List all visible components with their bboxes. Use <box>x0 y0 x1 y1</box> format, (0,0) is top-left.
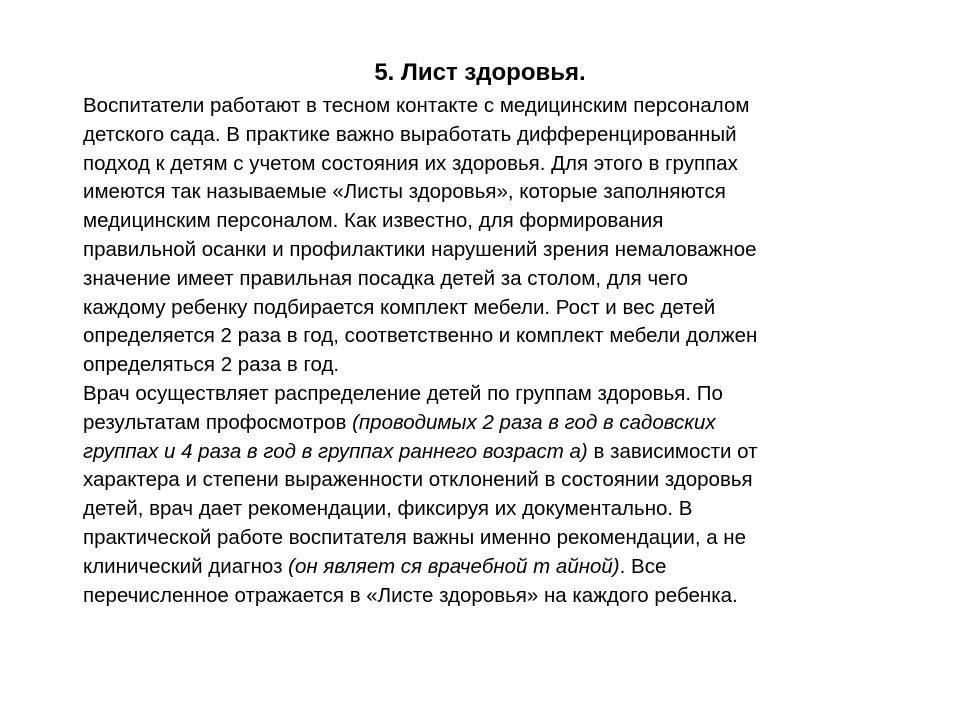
text-line: детского сада. В практике важно выработать дифференцированный <box>83 122 737 146</box>
text-line: детей, врач дает рекомендации, фиксируя их документально. В <box>83 497 693 521</box>
text-segment: в зависимости от <box>587 439 758 463</box>
slide-title: 5. Лист здоровья. <box>374 59 586 86</box>
text-line: правильной осанки и профилактики нарушений зрения немаловажное <box>83 237 757 261</box>
text-segment: клинический диагноз <box>83 554 289 578</box>
text-line <box>83 438 893 467</box>
text-line: значение имеет правильная посадка детей за столом, для чего <box>83 266 688 290</box>
text-line <box>83 409 893 438</box>
paragraph-cooperation <box>83 92 893 380</box>
text-line: каждому ребенку подбирается комплект мебели. Рост и вес детей <box>83 295 716 319</box>
text-line: Врач осуществляет распределение детей по группам здоровья. По <box>83 381 723 405</box>
text-line: определяется 2 раза в год, соответственно и комплект мебели должен <box>83 324 758 348</box>
italic-note: (он являет ся врачебной т айной) <box>288 554 620 578</box>
paragraph-doctor <box>83 380 893 610</box>
text-line: характера и степени выраженности отклонений в состоянии здоровья <box>83 468 753 492</box>
text-line: имеются так называемые «Листы здоровья», которые заполняются <box>83 180 726 204</box>
text-line: практической работе воспитателя важны именно рекомендации, а не <box>83 525 747 549</box>
text-line <box>83 553 893 582</box>
text-line: перечисленное отражается в «Листе здоровья» на каждого ребенка. <box>83 583 738 607</box>
text-line: Воспитатели работают в тесном контакте с медицинским персоналом <box>83 94 750 117</box>
text-segment: . Все <box>619 554 667 578</box>
text-segment: результатам профосмотров <box>83 410 353 434</box>
text-line: определяться 2 раза в год. <box>83 353 340 377</box>
slide-body <box>83 92 893 610</box>
text-line: подход к детям с учетом состояния их здоровья. Для этого в группах <box>83 151 738 175</box>
italic-note: (проводимых 2 раза в год в садовских <box>352 410 716 434</box>
italic-note: группах и 4 раза в год в группах раннего возраст а) <box>83 439 588 463</box>
text-line: медицинским персоналом. Как известно, для формирования <box>83 209 664 233</box>
